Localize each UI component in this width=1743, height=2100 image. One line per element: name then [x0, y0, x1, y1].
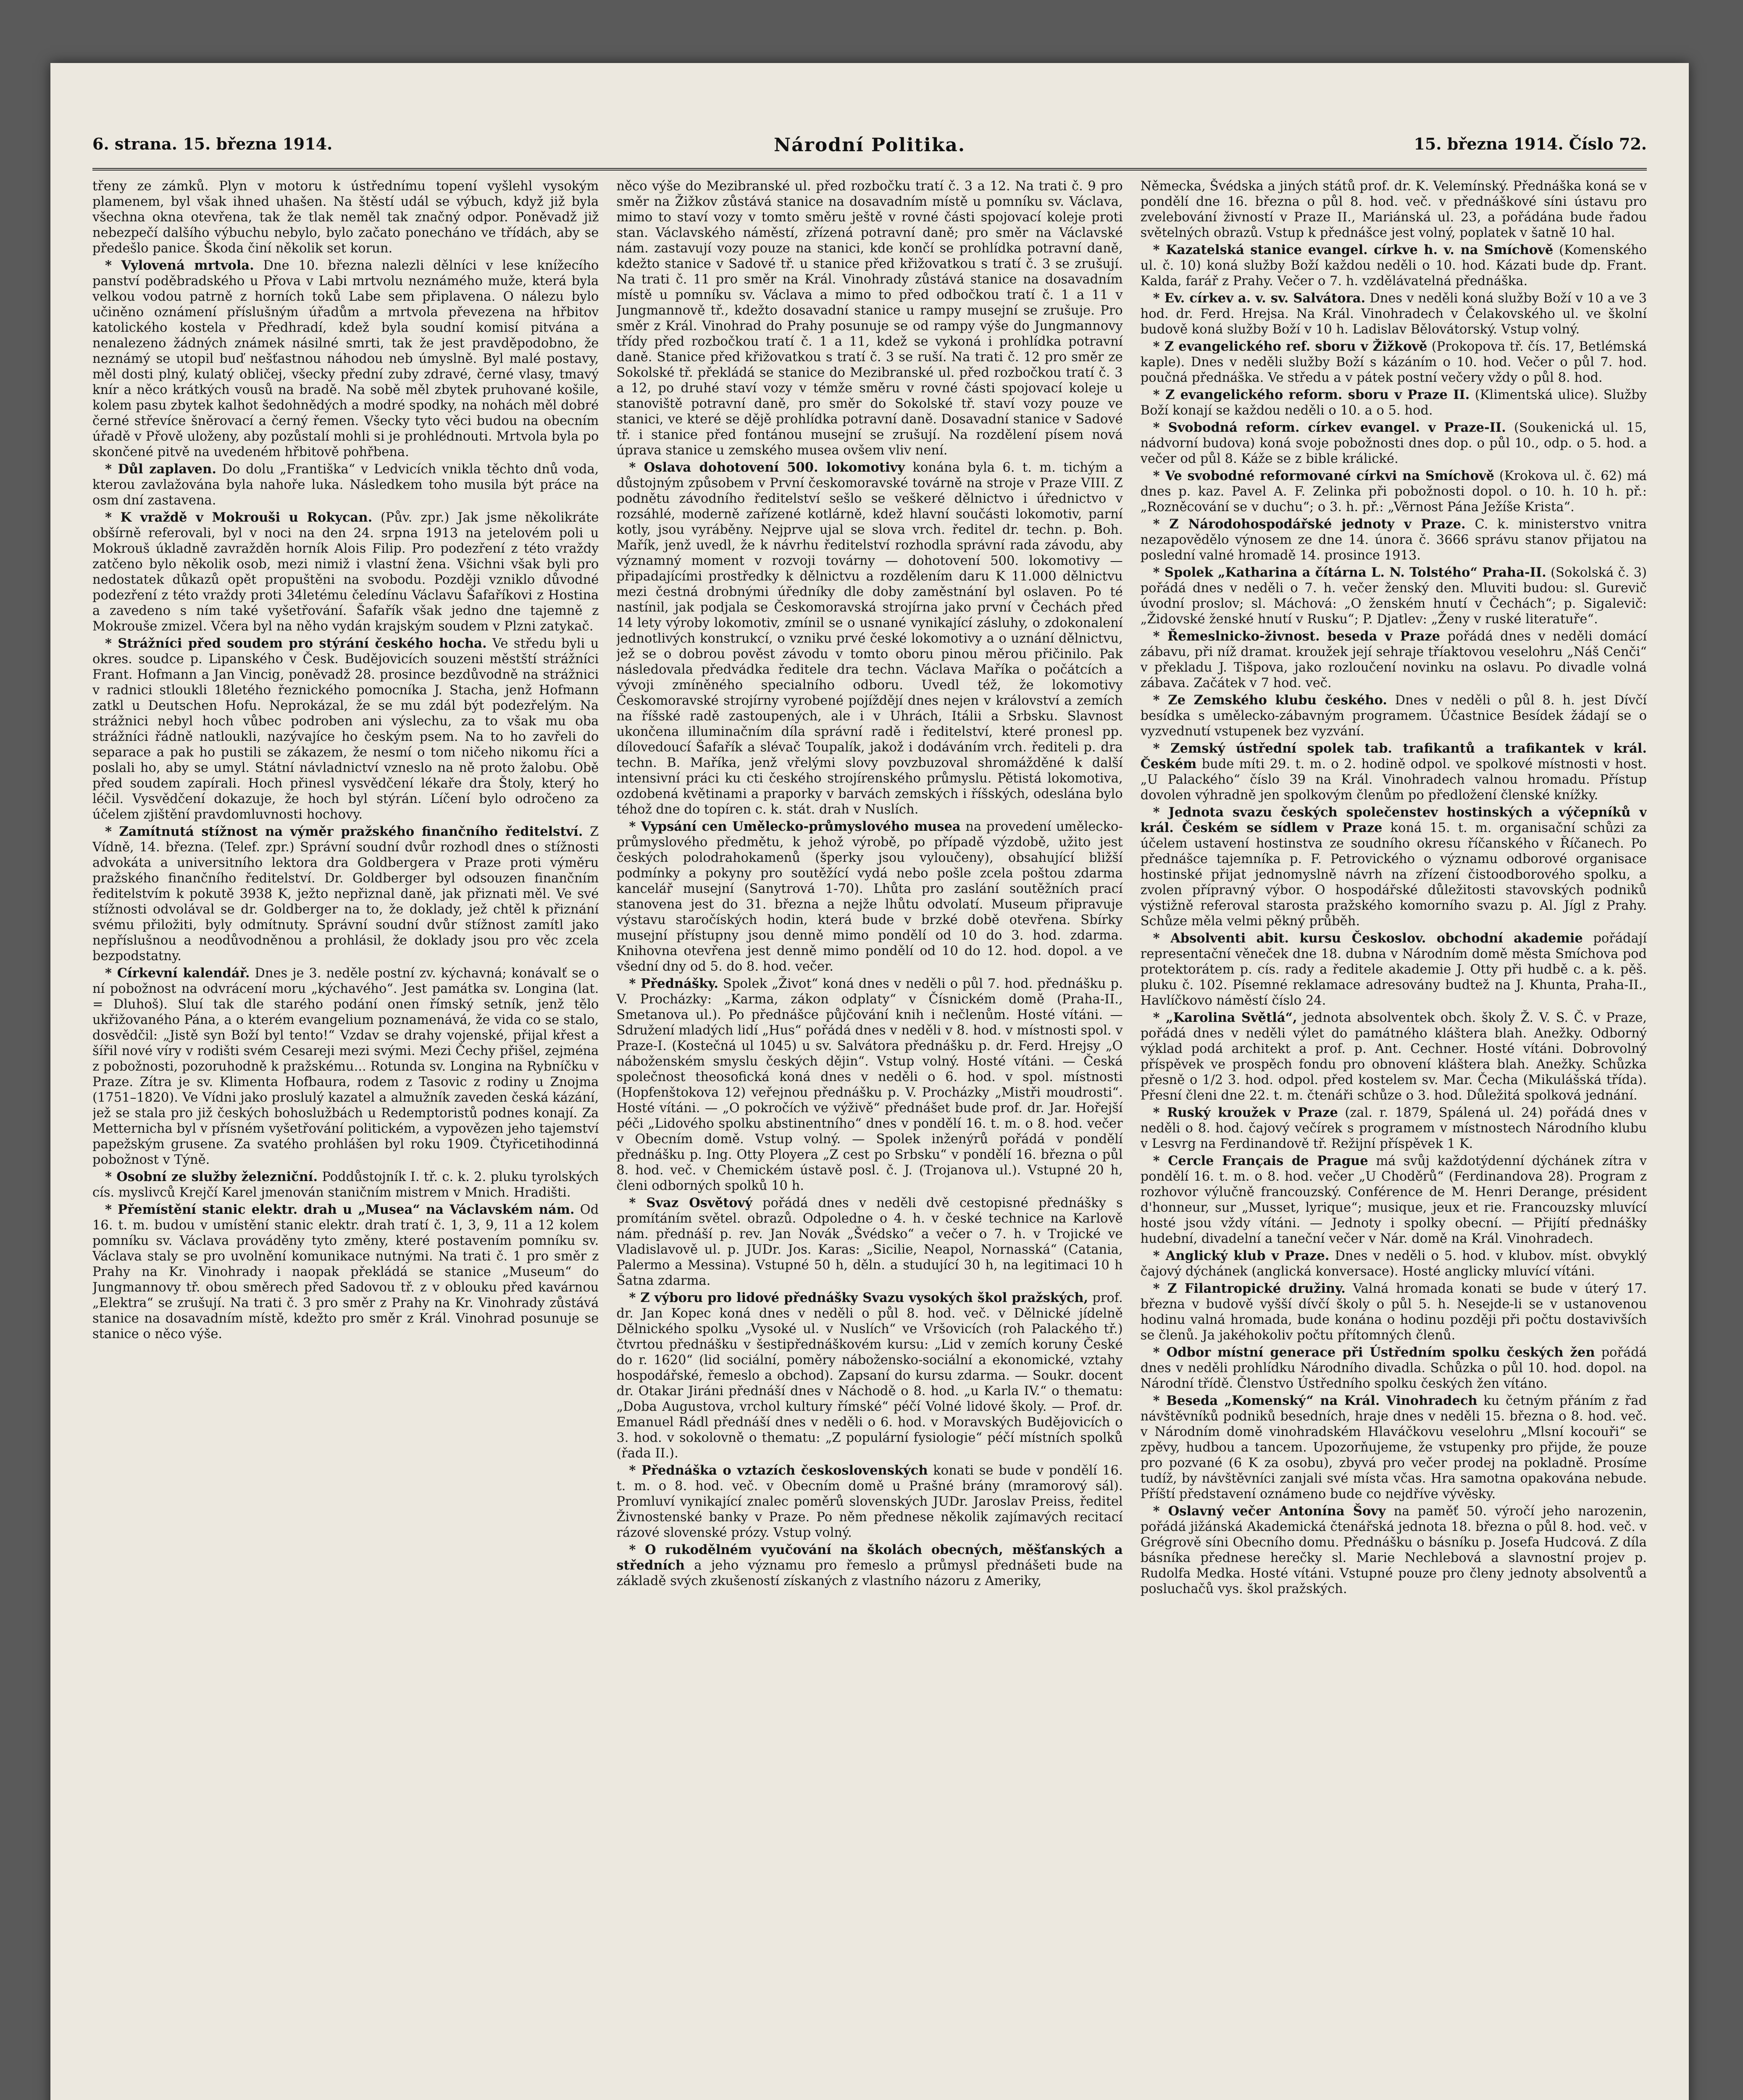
news-item-title: * Osobní ze služby železniční.: [105, 1169, 318, 1184]
column-1: [92, 178, 599, 2100]
news-item-title: * Svaz Osvětový: [629, 1195, 752, 1210]
news-item-body: pořádá dnes v neděli dvě cestopisné přednášky s promítáním světel. obrazů. Odpoledne o 4. h. v české technice na Karlově nám. přednáší p. rev. Jan Novák „Švédsko“ a večer o 7. h. v Trojické ve Vladislavově ul. p. JUDr. Jos. Karas: „Sicilie, Neapol, Nornasská“ (Catania, Palermo a Messina). Vstupné 50 h, děln. a studující 30 h, na legitimaci 10 h Šatna zdarma.: [616, 1196, 1123, 1288]
news-item-title: * Vylovená mrtvola.: [105, 258, 254, 273]
newspaper-page: [50, 63, 1689, 2100]
news-item: [92, 636, 599, 822]
news-item-body: třeny ze zámků. Plyn v motoru k ústřednímu topení vyšlehl vysokým plamenem, byl však ihned uhašen. Na štěstí udál se výbuch, když již byla všechna okna otevřena, tak že tlak neměl tak značný odpor. Poněvadž již nebezpečí dalšího výbuchu nebylo, bylo začato ponecháno ve třídách, aby se předešlo panice. Škoda činí několik set korun.: [92, 179, 599, 256]
news-item-title: * Důl zaplaven.: [105, 462, 216, 477]
news-item-body: Valná hromada konati se bude v úterý 17. března v budově vyšší dívčí školy o půl 5. h. Nesejde-li se v ustanovenou hodinu valná hromada, bude konána o hodinu později při počtu dostavivších se členů. Ja jakéhokoliv počtu přítomných členů.: [1140, 1281, 1647, 1343]
news-item-body: Dnes v neděli o půl 8. h. jest Dívčí besídka s umělecko-zábavným programem. Účastnice Besídek žádají se o vyzvednutí vstupenek bez vyzvání.: [1140, 693, 1647, 739]
news-item: [1141, 931, 1647, 1008]
news-item: [616, 1290, 1123, 1461]
news-item-title: * Zamítnutá stížnost na výměr pražského finančního ředitelství.: [105, 824, 583, 839]
issue-date-number: 15. března 1914. Číslo 72.: [1414, 134, 1647, 153]
news-item-body: Poddůstojník I. tř. c. k. 2. pluku tyrolských cís. myslivců Krejčí Karel jmenován staničním mistrem v Mnich. Hradišti.: [92, 1170, 599, 1200]
news-item-title: * Cercle Français de Prague: [1153, 1153, 1368, 1168]
news-item: [92, 1169, 599, 1200]
news-item-title: * Ruský kroužek v Praze: [1153, 1105, 1338, 1120]
news-item-title: * O rukodělném vyučování na školách obecných, měšťanských a středních: [616, 1542, 1123, 1573]
news-item: [1141, 1393, 1647, 1502]
news-item-body: pořádá dnes v neděli domácí zábavu, při níž dramat. kroužek její sehraje tříaktovou veselohru „Náš Cenči“ v překladu J. Tišpova, jako rozloučení novinku na oslavu. Po divadle volná zábava. Začátek v 7 hod. več.: [1140, 629, 1647, 690]
news-item: [1141, 741, 1647, 803]
news-item-body: Z Vídně, 14. března. (Telef. zpr.) Správní soudní dvůr rozhodl dnes o stížnosti advokáta a universitního lektora dra Goldbergera v Praze proti výměru pražského finančního ředitelství. Dr. Goldberger byl odsouzen finančním ředitelstvím k pokutě 3938 K, ježto nepřiznal daně, jak přiznati měl. Ve své stížnosti odvolával se dr. Goldberger na to, že doklady, jež chtěl k přiznání svému přiložiti, byly odmítnuty. Správní soudní dvůr stížnost zamítl jako nepříslušnou a neodůvodněnou a prohlásil, že doklady jsou pro věc zcela bezpodstatny.: [92, 824, 599, 963]
news-item-body: na paměť 50. výročí jeho narozenin, pořádá jižánská Akademická čtenářská jednota 18. března o půl 8. hod. več. v Grégrově síni Obecního domu. Přednášku o básníku p. Josefa Hudcová. Z díla básníka přednese herečky sl. Marie Nechlebová a slavnostní projev p. Rudolfa Medka. Hosté vítáni. Vstupné pouze pro členy jednoty absolventů a posluchačů vys. škol pražských.: [1140, 1504, 1647, 1596]
news-item: [1141, 693, 1647, 739]
news-item-body: Od 16. t. m. budou v umístění stanic elektr. drah tratí č. 1, 3, 9, 11 a 12 kolem pomníku sv. Václava prováděny tyto změny, které postavením pomníku sv. Václava staly se pro uvolnění komunikace nutnými. Na trati č. 1 pro směr z Prahy na Kr. Vinohrady i naopak překládá se stanice „Museum“ do Jungmannovy tř. obou směrech před Sadovou tř. z v oblouku před kavárnou „Elektra“ se zrušují. Na trati č. 3 pro směr z Prahy na Kr. Vinohrady zůstává stanice na dosavadním místě, kdežto pro směr z Král. Vinohrad posunuje se stanice o něco výše.: [92, 1202, 599, 1341]
news-item: [1141, 1345, 1647, 1391]
news-item-body: jednota absolventek obch. školy Ž. V. S. Č. v Praze, pořádá dnes v neděli výlet do památného kláštera blah. Anežky. Odborný výklad podá architekt a prof. p. Ant. Cechner. Hosté vítáni. Dobrovolný příspěvek ve prospěch fondu pro obnovení kláštera blah. Anežky. Schůzka přesně o 1/2 3. hod. odpol. před kostelem sv. Mar. Čecha (Mikulášská třída). Přesní členi dne 22. t. m. čtenáři schůze o 3. hod. Důležitá spolková jednání.: [1140, 1011, 1647, 1103]
news-item: [616, 819, 1123, 974]
news-item-title: * Z výboru pro lidové přednášky Svazu vysokých škol pražských,: [629, 1290, 1088, 1305]
news-item: [1141, 1153, 1647, 1247]
news-item: [616, 460, 1123, 817]
news-item-title: * Jednota svazu českých společenstev hostinských a výčepníků v král. Českém se sídlem v Praze: [1140, 805, 1647, 835]
news-item: [92, 462, 599, 508]
news-item-body: a jeho významu pro řemeslo a průmysl přednášeti bude na základě svých zkušeností získaných z vlastního názoru z Ameriky,: [616, 1558, 1123, 1588]
news-item: [92, 178, 599, 256]
news-item-body: Německa, Švédska a jiných států prof. dr. K. Velemínský. Přednáška koná se v pondělí dne 16. března o půl 8. hod. več. v přednáškové síni ústavu pro zvelebování živností v Praze II., Mariánská ul. 23, a pořádána bude řadou světelných obrazů. Vstup k přednášce jest volný, poplatek v šatně 10 hal.: [1140, 179, 1647, 240]
news-item-title: * Ze Zemského klubu českého.: [1153, 693, 1387, 708]
news-item: [616, 178, 1123, 458]
news-item-body: Dnes v neděli o 5. hod. v klubov. míst. obvyklý čajový dýchánek (anglická konversace). Hosté anglicky mluvící vítáni.: [1140, 1249, 1647, 1279]
news-item-body: Dne 10. března nalezli dělníci v lese knížecího panství poděbradského u Přova v Labi mrtvolu neznámého muže, která byla velkou vodou patrně z horních toků Labe sem připlavena. O nálezu bylo učiněno oznámení příslušným úřadům a mrtvola převezena na hřbitov katolického kostela v Předhradí, kdež byla soudní komisí pitvána a nenalezeno žádných známek násilné smrti, tak že jest pravděpodobno, že neznámý se utopil buď nešťastnou náhodou neb úmyslně. Byl malé postavy, měl dosti plný, kulatý obličej, všecky přední zuby zdravé, černé vlasy, tmavý knír a něco krátkých vousů na bradě. Na sobě měl zbytek pruhované košile, kolem pasu zbytek kalhot šedohnědých a modré spodky, na nohách měl dobré černé střevíce šněrovací a černý řemen. Všecky tyto věci budou na obecním úřadě v Přově uloženy, aby pozůstalí mohli si je prohlédnouti. Mrtvola byla po skončené pitvě na uvedeném hřbitově pohřbena.: [92, 258, 599, 459]
news-item-body: pořádá dnes v neděli prohlídku Národního divadla. Schůzka o půl 10. hod. dopol. na Národní třídě. Členstvo Ústředního spolku českých žen vítáno.: [1140, 1345, 1647, 1391]
news-item: [92, 824, 599, 964]
news-item-title: * Přednáška o vztazích československých: [629, 1463, 928, 1478]
news-item: [616, 1195, 1123, 1289]
news-item: [1141, 805, 1647, 929]
news-item: [92, 966, 599, 1168]
news-item-body: konati se bude v pondělí 16. t. m. o 8. hod. več. v Obecním domě u Prašné brány (mramorový sál). Promluví vynikající znalec poměrů slovenských JUDr. Jaroslav Preiss, ředitel Živnostenské banky v Praze. Po něm přednese několik zajímavých recitací rázové slovenské prózy. Vstup volný.: [616, 1463, 1123, 1540]
news-item-body: C. k. ministerstvo vnitra nezapovědělo výnosem ze dne 14. února č. 3666 správu stanov přijatou na poslední valné hromadě 14. prosince 1913.: [1140, 517, 1647, 563]
news-item: [1141, 565, 1647, 627]
news-item-title: * Z Filantropické družiny.: [1153, 1281, 1346, 1296]
news-item-body: (Soukenická ul. 15, nádvorní budova) koná svoje pobožnosti dnes dop. o půl 10., odp. o 5. hod. a večer od půl 8. Káže se z bible králické.: [1140, 420, 1647, 466]
page-header: [92, 122, 1647, 171]
news-item-body: bude míti 29. t. m. o 2. hodině odpol. ve spolkové místnosti v host. „U Palackého“ číslo 39 na Král. Vinohradech valnou hromadu. Přístup dovolen výhradně jen spolkovým členům po předložení členské knížky.: [1140, 757, 1647, 803]
news-item: [1141, 339, 1647, 386]
news-item-title: * Církevní kalendář.: [105, 966, 250, 981]
news-item: [1141, 468, 1647, 515]
news-item-body: prof. dr. Jan Kopec koná dnes v neděli o půl 8. hod. več. v Dělnické jídelně Dělnického spolku „Vysoké ul. v Nuslích“ ve Vršovicích (roh Palackého tř.) čtvrtou přednášku v šestipřednáškovém kursu: „Lid v zemích koruny České do r. 1620“ (lid sociální, poměry nábožensko-sociální a ekonomické, vztahy hospodářské, řemeslo a obchod). Zapsaní do kursu zdarma. — Soukr. docent dr. Otakar Jiráni přednáší dnes v Náchodě o 8. hod. „u Karla IV.“ o thematu: „Doba Augustova, vrchol kultury římské“ péčí Volné lidové školy. — Prof. dr. Emanuel Rádl přednáší dnes v neděli o 6. hod. v Moravských Budějovicích o 3. hod. v sokolovně o thematu: „Z populární fysiologie“ péčí místních spolků (řada II.).: [616, 1291, 1123, 1461]
news-item-title: * Přednášky.: [629, 976, 718, 991]
news-item-title: * Z Národohospodářské jednoty v Praze.: [1153, 517, 1466, 532]
news-item: [1141, 1504, 1647, 1597]
news-item-title: * Řemeslnicko-živnost. beseda v Praze: [1153, 629, 1441, 644]
news-item-title: * Ve svobodné reformované církvi na Smíchově: [1153, 468, 1494, 483]
news-item-title: * Z evangelického ref. sboru v Žižkově: [1153, 339, 1428, 354]
news-item-body: (zal. r. 1879, Spálená ul. 24) pořádá dnes v neděli o 8. hod. čajový večírek s programem v místnostech Národního klubu v Lesvrg na Ferdinandově tř. Režijní příspěvek 1 K.: [1140, 1105, 1647, 1151]
page-number-date: 6. strana. 15. března 1914.: [92, 134, 333, 153]
news-item-body: něco výše do Mezibranské ul. před rozbočku tratí č. 3 a 12. Na trati č. 9 pro směr na Žižkov zůstává stanice na dosavadním místě u pomníku sv. Václava, mimo to staví vozy v tomto směru ještě v rovné části spojovací koleje proti stan. Václavského náměstí, zřízená potravní daně; pro směr na Václavské nám. zastavují vozy pouze na stanici, kde končí se prohlídka potravní daně, kdežto stanice v Sadové tř. u stanice před křižovatkou s tratí č. 3 se zrušují. Na trati č. 11 pro směr na Král. Vinohrady zůstává stanice na dosavadním místě u pomníku sv. Václava a mimo to před odbočkou tratí č. 1 a 11 v Jungmannově tř., kdežto dosavadní stanice u rampy musejní se zrušuje. Pro směr z Král. Vinohrad do Prahy posunuje se od rampy výše do Jungmannovy třídy před rozbočkou tratí č. 1 a 11, kdež se vykoná i prohlídka potravní daně. Stanice před křižovatkou s tratí č. 3 se ruší. Na trati č. 12 pro směr ze Sokolské tř. překládá se stanice do Mezibranské ul. před rozbočkou tratí č. 3 a 12, po druhé staví vozy v témže směru v rovné části spojovací koleje u stanoviště potravní daně, pro směr do Sokolské tř. staví vozy pouze ve stanici, ve které se dějě prohlídka potravní daně. Dosavadní stanice v Sadové tř. i stanice před fontánou musejní se zrušují. Na rozdělení písem nová úprava stanice u zemského musea ovšem vliv není.: [616, 179, 1123, 458]
news-item-title: * Přemístění stanic elektr. drah u „Musea“ na Václavském nám.: [105, 1202, 575, 1217]
news-item-body: pořádají representační věneček dne 18. dubna v Národním domě města Smíchova pod protektorátem p. cís. rady a ředitele akademie J. Otty při hudbě c. a k. pěš. pluku č. 102. Písemné reklamace adresovány budtež na J. Khunta, Praha-II., Havlíčkovo náměstí číslo 24.: [1140, 931, 1647, 1008]
news-item-title: * Odbor místní generace při Ústředním spolku českých žen: [1153, 1345, 1595, 1360]
news-item: [92, 510, 599, 634]
news-item-title: * Spolek „Katharina a čítárna L. N. Tolstého“ Praha-II.: [1153, 565, 1546, 580]
news-item-title: * „Karolina Světlá“,: [1153, 1010, 1297, 1025]
news-item-title: * Vypsání cen Umělecko-průmyslového musea: [629, 819, 961, 834]
news-item: [1141, 1248, 1647, 1279]
news-item-title: * Svobodná reform. církev evangel. v Praze-II.: [1153, 420, 1506, 435]
news-item: [616, 976, 1123, 1194]
news-item-title: * Oslava dohotovení 500. lokomotivy: [629, 460, 905, 475]
news-item-body: Spolek „Život“ koná dnes v neděli o půl 7. hod. přednášku p. V. Procházky: „Karma, zákon odplaty“ v Čísnickém domě (Praha-II., Smetanova ul.). Po přednášce půjčování knih i nečlenům. Hosté vítáni. — Sdružení mladých lidí „Hus“ pořádá dnes v neděli v 8. hod. v místnosti spol. v Praze-I. (Kostečná ul 1045) u sv. Salvátora přednášku p. dr. Ferd. Hrejsy „O náboženském smyslu českých dějin“. Vstup volný. Hosté vítáni. — Česká společnost theosofická koná dnes v neděli o 6. hod. v spol. místnosti (Hopfenštokova 12) veřejnou přednášku p. V. Procházky „Mistři moudrosti“. Hosté vítáni. — „O pokročích ve výživě“ přednášet bude prof. dr. Jar. Hořejší péči „Lidového spolku abstinentního“ dnes v pondělí 16. t. m. o 8. hod. večer v Obecním domě. Vstup volný. — Spolek inženýrů pořádá v pondělí přednášku p. Ing. Otty Ployera „Z cest po Srbsku“ v pondělí 16. března o půl 8. hod. več. v Chemickém ústavě posl. č. J. (Trojanova ul.). Vstupné 20 h, členi odborných spolků 10 h.: [616, 976, 1123, 1193]
news-item-body: ku četným přáním z řad návštěvníků podniků besedních, hraje dnes v neděli 15. března o 8. hod. več. v Národním domě vinohradském Hlaváčkovu veselohru „Mlsní kocouři“ se zpěvy, hudbou a tancem. Upozorňujeme, že vstupenky pro přijde, že pouze pro pozvané (6 K za osobu), zbyvá pro večer prodej na pokladně. Prosíme tudíž, by návštěvníci zanjali své místa včas. Hra samotna opakována nebude. Příští představení oznámeno bude co nejdříve vývěsky.: [1140, 1394, 1647, 1502]
news-item: [1141, 1105, 1647, 1152]
news-item: [616, 1542, 1123, 1589]
news-item-body: (Komenského ul. č. 10) koná služby Boží každou neděli o 10. hod. Kázati bude dp. Frant. Kalda, farář z Prahy. Večer o 7. h. vzdělávatelná přednáška.: [1140, 243, 1647, 289]
news-item-body: (Klimentská ulice). Služby Boží konají se každou neděli o 10. a o 5. hod.: [1140, 388, 1647, 418]
news-item-title: * Kazatelská stanice evangel. církve h. v. na Smíchově: [1153, 242, 1554, 257]
news-item-title: * Zemský ústřední spolek tab. trafikantů a trafikantek v král. Českém: [1140, 741, 1647, 772]
news-item: [1141, 517, 1647, 563]
news-item: [1141, 629, 1647, 691]
news-item-body: Ve středu byli u okres. soudce p. Lipanského v Česk. Budějovicích souzeni městští strážníci Frant. Hofmann a Jan Vincig, poněvadž 28. prosince bezdůvodně na strážnici v radnici stloukli 18letého řeznického pomocníka J. Stacha, jenž Hofmann zatkl u Deutschen Hofu. Neprokázal, že se mu zdál být podezřelým. Na strážnici nebyl hoch vůbec podroben ani výslechu, za to však mu oba strážníci řádně natloukli, nazývajíce ho českým psem. Na to ho zavřeli do separace a pak ho pustili se zákazem, že nesmí o tom ničeho nikomu říci a poslali ho, aby se umyl. Státní návladnictví vzneslo na ně proto žalobu. Obě před soudem zapírali. Hoch přinesl vysvědčení lékaře dra Štoly, který ho léčil. Vysvědčení dokazuje, že hoch byl stýrán. Líčení bylo odročeno za účelem zjištění pravdomluvnosti hochovy.: [92, 636, 599, 822]
news-item-body: (Prokopova tř. čís. 17, Betlémská kaple). Dnes v neděli služby Boží s kázáním o 10. hod. Večer o půl 7. hod. poučná přednáška. Ve středu a v pátek postní večery vždy o půl 8. hod.: [1140, 339, 1647, 385]
news-item-title: * Z evangelického reform. sboru v Praze II.: [1153, 387, 1470, 402]
news-item: [92, 258, 599, 460]
column-3: [1141, 178, 1647, 2100]
news-item: [1141, 1010, 1647, 1103]
news-item-title: * Ev. církev a. v. sv. Salvátora.: [1153, 291, 1366, 306]
news-item-title: * K vraždě v Mokrouši u Rokycan.: [105, 510, 373, 525]
news-item: [1141, 291, 1647, 337]
news-item-body: má svůj každotýdenní dýchánek zítra v pondělí 16. t. m. o 8. hod. večer „U Choděrů“ (Ferdinandova 28). Program z rozhovor výlučně francouzský. Conférence de M. Henri Derange, président d'honneur, sur „Musset, lyrique“; musique, jeux et rie. Francouzsky mluvící hosté jsou vždy vítáni. — Jednoty i spolky obecní. — Přijítí přednášky hudební, divadelní a taneční večer v Nár. domě na Král. Vinohradech.: [1140, 1154, 1647, 1246]
article-columns: [92, 178, 1647, 2100]
news-item-body: koná 15. t. m. organisační schůzi za účelem ustavení hostinstva ze soudního okresu říčanského v Říčanech. Po přednášce tajemníka p. F. Petrovického o významu odborové organisace hostinské přijat jednomyslně návrh na zřízení čistoodborového spolku, a zvolen přípravný výbor. O hospodářské důležitosti stavovských podniků výstižně referoval starosta pražského komorního svazu p. Al. Jígl z Prahy. Schůze měla velmi pěkný průběh.: [1140, 821, 1647, 929]
column-2: [616, 178, 1123, 2100]
news-item-title: * Oslavný večer Antonína Šovy: [1153, 1504, 1386, 1519]
news-item-body: na provedení umělecko-průmyslového předmětu, k jehož výrobě, po případě výzdobě, užito jest českých polodrahokamenů (šperky jsou vyloučeny), obsahující bližší podmínky a pokyny pro soutěžící vydá nebo pošle zcela poštou zdarma kancelář musejní (Sanytrová 1-70). Lhůta pro zaslání soutěžních prací stanovena jest do 31. března a nejže lhůtu odvolatí. Museum připravuje výstavu staročíských hodin, která bude v brzké době otevřena. Sbírky musejní přístupny jsou denně mimo pondělí od 10 do 3. hod. zdarma. Knihovna otevřena jest denně mimo pondělí od 10 do 12. hod. dopol. a ve všední dny od 5. do 8. hod. večer.: [616, 819, 1123, 974]
news-item-body: (Pův. zpr.) Jak jsme několikráte obšírně referovali, byl v noci na den 24. srpna 1913 na jetelovém poli u Mokrouš úkladně zavražděn horník Alois Filip. Pro podezření z této vraždy zatčeno bylo několik osob, mezi nimiž i vlastní žena. Všichni však byli pro nedostatek důkazů opět propuštěni na svobodu. Později vzniklo důvodné podezření z této vraždy proti 34letému čeledínu Václavu Šafaříkovi z Hostina a zavedeno s ním také vyšetřování. Šafařík však jedno dne tajemně z Mokrouše zmizel. Včera byl na něho vydán krajským soudem v Plzni zatykač.: [92, 510, 599, 634]
news-item-body: (Sokolská č. 3) pořádá dnes v neděli o 7. h. večer ženský den. Mluviti budou: sl. Gurevič úvodní proslov; sl. Máchová: „O ženském hnutí v Čechách“; p. Sigalevič: „Židovské ženské hnutí v Rusku“; P. Djatlev: „Ženy v ruské literatuře“.: [1140, 565, 1647, 627]
news-item: [1141, 1281, 1647, 1343]
news-item-title: * Anglický klub v Praze.: [1153, 1248, 1330, 1263]
news-item: [1141, 242, 1647, 289]
news-item: [1141, 178, 1647, 241]
news-item-body: (Krokova ul. č. 62) má dnes p. kaz. Pavel A. F. Zelinka při pobožnosti dopol. o 10. h. 10 h. př.: „Rozněcování se v duchu“; o 3. h. př.: „Věrnost Pána Ježíše Krista“.: [1140, 469, 1647, 514]
news-item-title: * Absolventi abit. kursu Českoslov. obchodní akademie: [1153, 931, 1583, 946]
newspaper-title: Národní Politika.: [773, 134, 966, 156]
news-item-title: * Strážníci před soudem pro stýrání českého hocha.: [105, 636, 487, 651]
news-item-body: Dnes je 3. neděle postní zv. kýchavná; konávalť se o ní pobožnost na odvrácení moru „kýchavého“. Jest památka sv. Longina (lat. = Dluhoš). Sluí tak dle starého podání onen římský setník, jenž tělo ukřižovaného Pána, a o kterém evangelium poznamenává, že vida co se stalo, dosvědčil: „Jistě syn Boží byl tento!“ Vzdav se drahy vojenské, přijal křest a šířil nové víry v rodišti svém Cesareji mezi svými. Mezi Čechy přišel, zejména z pobožnosti, pozoruhodně k pražskému... Rotunda sv. Longina na Rybníčku v Praze. Zítra je sv. Klimenta Hofbaura, rodem z Tasovic z rodiny u Znojma (1751–1820). Ve Vídni jako proslulý kazatel a almužník zaveden česká kázání, jež se stala pro již českých bohoslužbách u Redemptoristů podnes konají. Za Metternicha byl v přísném vyšetřování politickém, a vypovězen jeho tajemství papežským grusene. Za svatého prohlášen byl roku 1909. Čtyřicetihodinná pobožnost v Týně.: [92, 966, 599, 1167]
news-item: [1141, 387, 1647, 418]
news-item-body: konána byla 6. t. m. tichým a důstojným způsobem v První českomoravské továrně na stroje v Praze VIII. Z podnětu závodního ředitelství sešlo se veškeré dělnictvo i úřednictvo v rozsáhlé, moderně zařízené kotlárně, kdež hlavní součásti lokomotiv, parní kotly, jsou vyráběny. Nejprve ujal se slova vrch. ředitel dr. techn. p. Boh. Mařík, jenž uvedl, že k návrhu ředitelství rozhodla správní rada závodu, aby významný moment v rozvoji továrny — dohotovení 500. lokomotivy — připadajícími prostředky k dělnictvu a rozdělením daru K 11.000 dělnictvu mezi čestná drobnými úředníky dle doby zaměstnání byl oslaven. Po té nastínil, jak podjala se Českomoravská strojírna jako první v Čechách před 14 lety výroby lokomotiv, zmínil se o usnané vynikající zásluhy, o zdokonalení jednotlivých konstrukcí, o vzniku prvé české lokomotivy a o uznání dělnictvu, jež se o dobrou pověst závodu v tomto oboru pinou měrou přičinilo. Pak následovala předvádka ředitele dra techn. Václava Maříka o počátcích a vývoji zmíněného specialního odboru. Uvedl též, že lokomotivy Českomoravské strojírny vyrobené pojíždějí dnes nejen v království a zemích na říšské radě zastoupených, ale i v Uhrách, Itálii a Srbsku. Slavnost ukončena illuminačním díla správní radě i ředitelství, které pronesl pp. dílovedoucí Šafařík a slévač Toupalík, jakož i dodáváním vrch. řediteli p. dra techn. B. Maříka, jenž vřelými slovy povzbuzoval shromážděné k další intensivní práci ku cti českého strojírenského průmyslu. Pětistá lokomotiva, ozdobená květinami a praporky v barvách zemských i říšských, odeslána bylo téhož dne do topíren c. k. stát. drah v Nuslích.: [616, 460, 1123, 817]
news-item: [1141, 420, 1647, 467]
news-item: [92, 1202, 599, 1342]
news-item-title: * Beseda „Komenský“ na Král. Vinohradech: [1153, 1393, 1477, 1408]
news-item: [616, 1463, 1123, 1541]
news-item-body: Do dolu „Františka“ v Ledvicích vnikla těchto dnů voda, kterou zavlažována byla nahoře luka. Následkem toho musila být práce na osm dní zastavena.: [92, 462, 599, 508]
news-item-body: Dnes v neděli koná služby Boží v 10 a ve 3 hod. dr. Ferd. Hrejsa. Na Král. Vinohradech v Čelakovského ul. ve školní budově koná služby Boží v 10 h. Ladislav Bělovátorský. Vstup volný.: [1140, 291, 1647, 337]
